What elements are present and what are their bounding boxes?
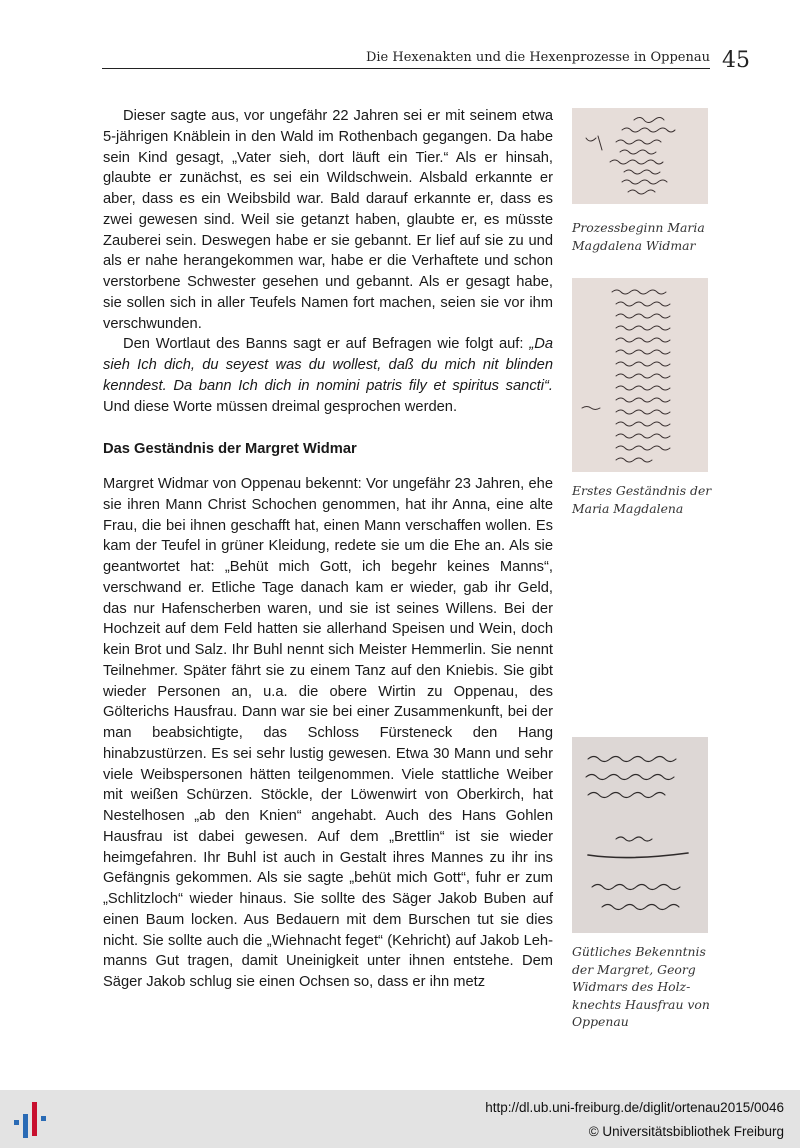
footer-bar xyxy=(0,1090,800,1148)
figure-caption: Gütliches Bekenntnis der Margret, Georg Widmars des Holzknechts Hausfrau von Oppenau xyxy=(572,944,710,1029)
paragraph xyxy=(103,334,553,417)
paragraph-text: Und diese Worte müssen dreimal gesprochen werden. xyxy=(103,398,458,415)
source-url[interactable]: http://dl.ub.uni-freiburg.de/diglit/ortenau2015/0046 xyxy=(485,1100,784,1115)
manuscript-image xyxy=(572,737,708,933)
manuscript-image xyxy=(572,278,708,472)
paragraph: Dieser sagte aus, vor ungefähr 22 Jahren sei er mit seinem etwa 5-jährigen Knäblein in den Wald im Rothenbach gegangen. Da habe sein Kind gesagt, „Vater sieh, dort läuft ein Tier.“ Als er hinsah, glaubte er zunächst, es sei ein Wildschwein. Alsbald erkannte er aber, dass es ein Weibsbild war. Bald darauf erkannte er, dass es zwei gewesen sind. Weil sie getanzt haben, glaubte er, es müsste Zauberei sein. Deswegen habe er sie gebannt. Er lief auf sie zu und als er nahe herangekommen war, habe er die Verhaftete und schon verstorbene Schwester gesehen und gebannt. Als er gesagt habe, sie sollen sich in aller Teufels Namen fort machen, seien sie vor ihm verschwunden. xyxy=(103,108,553,332)
copyright-notice: © Universitätsbibliothek Freiburg xyxy=(588,1124,784,1139)
page-number: 45 xyxy=(722,48,750,73)
running-title: Die Hexenakten und die Hexenprozesse in Oppenau xyxy=(365,50,710,65)
header-rule xyxy=(102,68,710,69)
figure-caption: Erstes Geständnis der Maria Magdalena xyxy=(572,483,712,516)
body-section-1 xyxy=(103,106,553,417)
paragraph-text: Den Wortlaut des Banns sagt er auf Befragen wie folgt auf: xyxy=(123,336,530,353)
manuscript-image xyxy=(572,108,708,204)
paragraph: Margret Widmar von Oppenau bekennt: Vor ungefähr 23 Jahren, ehe sie ihren Mann Christ Schochen genommen, hat ihr Anna, eine alte Frau, die bei ihnen geschafft hat, einen Mann verschaffen wollen. Es kam der Teufel in grüner Kleidung, redete sie um die Ehe an. Als sie geantwortet hat: „Behüt mich Gott, ich begehr keines Manns“, verschwand er. Etliche Tage danach kam er wieder, gab ihr Geld, das nur Hafenscherben waren, und sie ist seines Willens. Bei der Hochzeit auf dem Feld hatten sie allerhand Speisen und Wein, doch kein Brot und Salz. Ihr Buhl nennt sich Meister Hemmerlin. Sie nennt Teilnehmer. Später fährt sie zu einem Tanz auf den Kniebis. Sie gibt wieder Personen an, u.a. die obere Wirtin zu Oppenau, des Gölterichs Hausfrau. Dann war sie bei einer Zusammenkunft, bei der man beabsichtigte, das Schloss Fürsteneck den Hang hinabzustürzen. Es sei sehr lustig gewesen. Etwa 30 Mann und sehr viele Weibspersonen hätten teilgenommen. Viele stattliche Weiber mit weißen Schürzen. Stöckle, der Löwenwirt von Oberkirch, hat Nestelhosen „ab den Knien“ angehabt. Auch des Hans Gohlen Hausfrau ist dabei gewesen. Auf dem „Brettlin“ ist sie wieder heimgefahren. Ihr Buhl ist auch in Gestalt ihres Mannes zu ihr ins Gefängnis gekommen. Als sie sagte „behüt mich Gott“, fuhr er zum „Schlitzloch“ wieder hinaus. Sie sollte des Säger Jakob Buben auf einen Baum locken. Aus Bedauern mit dem Burschen tut sie dies nicht. Sie sollte auch die „Wiehnacht feget“ (Kehricht) auf Jakob Lehmanns Gut tragen, damit Uneinigkeit unter ihnen entstehe. Dem Säger Jakob schlug sie einen Ochsen so, dass er ihn metz xyxy=(103,476,553,990)
ban-quote: „Da sieh Ich dich, du seyest was du wollest, daß du mich nit blinden kenndest. Da bann Ich dich in nomini patris fily et spiritus sancti“. xyxy=(103,336,553,394)
body-section-2 xyxy=(103,474,553,993)
section-heading: Das Geständnis der Margret Widmar xyxy=(103,441,357,457)
figure-caption: Prozessbeginn Maria Magdalena Widmar xyxy=(572,220,705,253)
ub-freiburg-logo-icon xyxy=(10,1098,52,1142)
